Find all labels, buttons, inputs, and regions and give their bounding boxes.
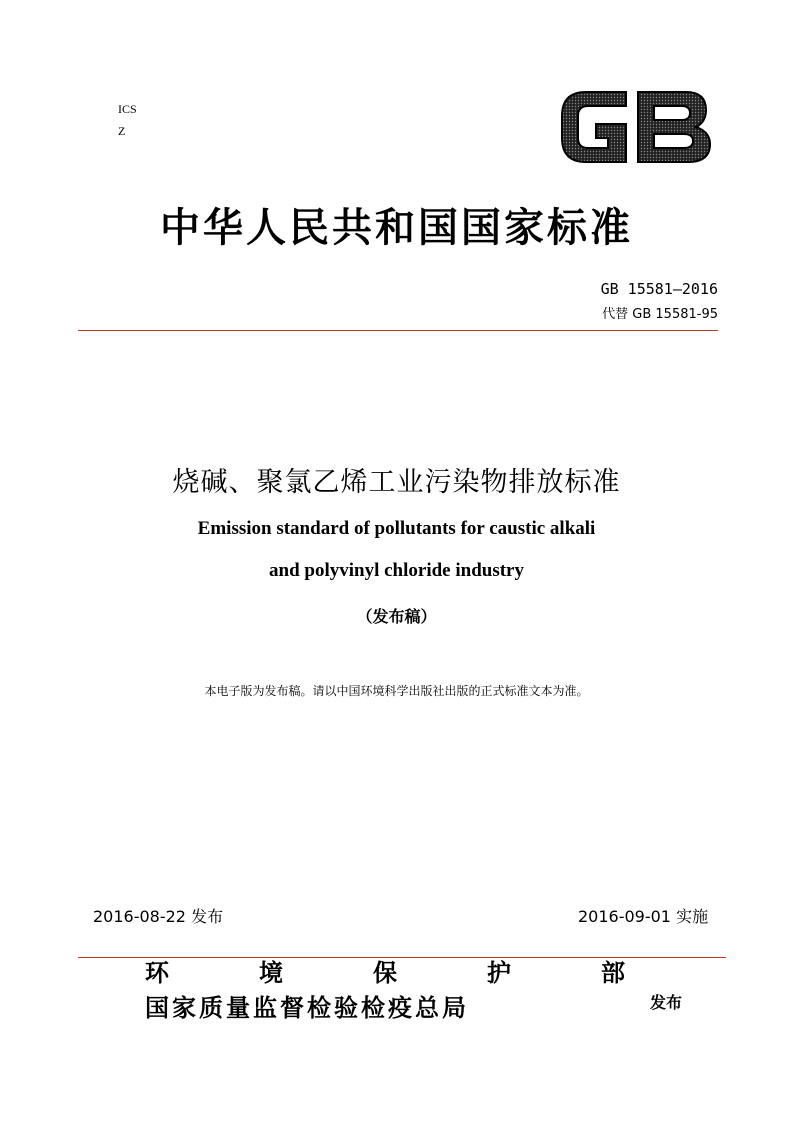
national-standard-title: 中华人民共和国国家标准	[160, 205, 633, 251]
issuer-char: 环	[145, 959, 169, 987]
edition-notice: 本电子版为发布稿。请以中国环境科学出版社出版的正式标准文本为准。	[204, 684, 589, 698]
issuer-char: 部	[601, 959, 625, 987]
gb-logo-icon	[556, 84, 714, 170]
publish-date: 2016-08-22 发布	[93, 907, 224, 926]
top-divider	[78, 330, 718, 331]
replaces-standard: 代替 GB 15581-95	[602, 307, 718, 322]
ics-block	[118, 98, 137, 142]
issuer-ministry	[145, 953, 625, 988]
draft-note: （发布稿）	[356, 607, 437, 626]
issuer-char: 保	[373, 959, 397, 987]
issue-word: 发布	[650, 993, 683, 1012]
issuer-char: 境	[259, 959, 283, 987]
classification-code: Z	[118, 124, 126, 138]
ics-label: ICS	[118, 102, 137, 116]
implement-date: 2016-09-01 实施	[578, 907, 709, 926]
issuer-char: 护	[487, 959, 511, 987]
standard-number: GB 15581—2016	[600, 280, 718, 298]
english-title-line1: Emission standard of pollutants for caustic alkali	[197, 518, 596, 539]
chinese-title: 烧碱、聚氯乙烯工业污染物排放标准	[172, 467, 621, 498]
english-title-line2: and polyvinyl chloride industry	[269, 560, 524, 581]
issuer-aqsiq: 国家质量监督检验检疫总局	[145, 994, 469, 1022]
